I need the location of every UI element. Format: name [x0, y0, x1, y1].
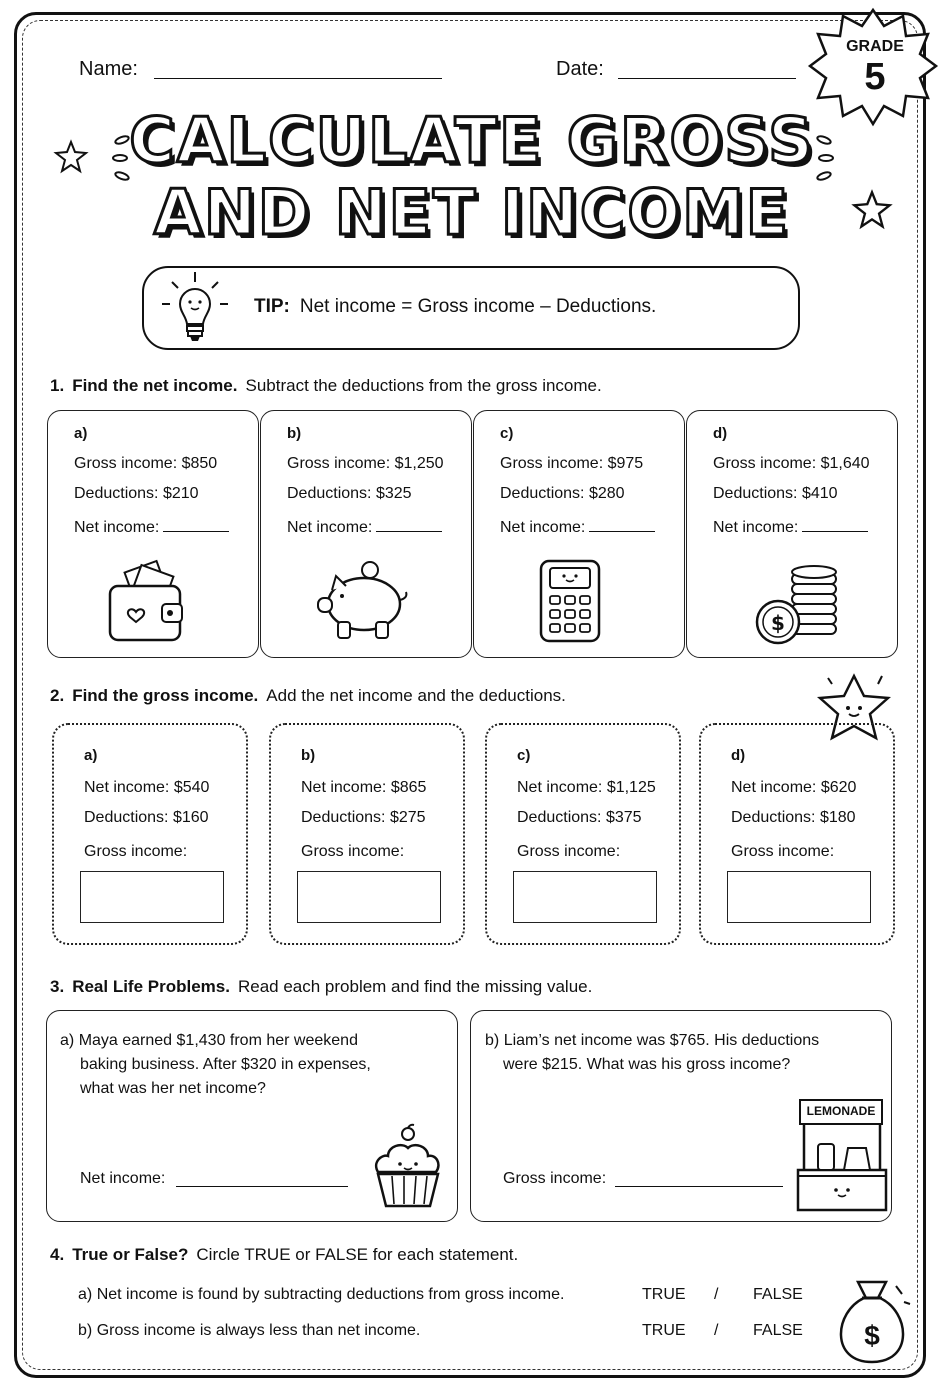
section-2-instruction: Add the net income and the deductions. — [266, 686, 566, 705]
section-4-instruction: Circle TRUE or FALSE for each statement. — [196, 1245, 519, 1264]
net-income-text: Net income: $1,125 — [517, 779, 656, 796]
gross-income-answer-box[interactable] — [727, 871, 871, 923]
net-income-label: Net income: — [74, 519, 160, 536]
sparkle-marks-icon — [110, 132, 140, 192]
deductions-text: Deductions: $275 — [301, 809, 426, 826]
gross-income-card-c — [485, 723, 681, 945]
deductions-text: Deductions: $180 — [731, 809, 856, 826]
deductions-text: Deductions: $210 — [74, 485, 199, 502]
net-income-blank[interactable] — [163, 531, 229, 532]
deductions-text: Deductions: $325 — [287, 485, 412, 502]
gross-income-card-d — [699, 723, 895, 945]
card-letter: d) — [731, 747, 746, 764]
sparkle-marks-icon — [806, 132, 840, 192]
section-2-heading — [50, 686, 566, 706]
section-4-heading — [50, 1245, 518, 1265]
problem-b-text — [485, 1029, 819, 1077]
gross-income-card-a — [52, 723, 248, 945]
net-income-label: Net income: — [287, 519, 373, 536]
section-4-number: 4. — [50, 1245, 65, 1264]
problem-line: what was her net income? — [80, 1080, 266, 1097]
gross-income-label: Gross income: — [731, 843, 835, 860]
card-letter: a) — [74, 425, 88, 442]
svg-text:$: $ — [771, 611, 785, 635]
problem-letter: b) — [485, 1032, 500, 1049]
star-icon — [852, 190, 892, 230]
true-option[interactable]: TRUE — [642, 1322, 686, 1339]
gross-income-text: Gross income: $975 — [500, 455, 644, 472]
net-income-label: Net income: — [80, 1170, 166, 1187]
net-income-blank[interactable] — [589, 531, 655, 532]
gross-income-answer-line[interactable] — [615, 1186, 783, 1187]
card-letter: c) — [500, 425, 514, 442]
grade-label: GRADE — [846, 38, 904, 55]
option-separator: / — [714, 1286, 719, 1303]
section-2-title: Find the gross income. — [72, 686, 259, 705]
statement-a — [78, 1286, 564, 1304]
gross-income-answer-box[interactable] — [297, 871, 441, 923]
deductions-text: Deductions: $160 — [84, 809, 209, 826]
card-letter: c) — [517, 747, 531, 764]
statement-b — [78, 1322, 420, 1340]
gross-income-label: Gross income: — [503, 1170, 607, 1187]
date-label: Date: — [556, 58, 604, 80]
name-label: Name: — [79, 58, 138, 80]
problem-line: Maya earned $1,430 from her weekend — [78, 1032, 358, 1049]
tip-label: TIP: — [254, 296, 290, 317]
false-option[interactable]: FALSE — [753, 1322, 803, 1339]
lemonade-sign: LEMONADE — [806, 1104, 876, 1118]
title-line-1: CALCULATE GROSS — [129, 104, 815, 177]
net-income-answer-line[interactable] — [176, 1186, 348, 1187]
gross-income-label: Gross income: — [301, 843, 405, 860]
calculator-icon — [538, 558, 604, 644]
problem-a-text — [60, 1029, 371, 1101]
deductions-text: Deductions: $375 — [517, 809, 642, 826]
name-field[interactable] — [154, 78, 442, 79]
date-field[interactable] — [618, 78, 796, 79]
section-1-title: Find the net income. — [72, 376, 238, 395]
card-letter: a) — [84, 747, 98, 764]
gross-income-card-b — [269, 723, 465, 945]
gross-income-answer-box[interactable] — [513, 871, 657, 923]
tip-text — [254, 296, 656, 318]
dollar-symbol: $ — [864, 1320, 880, 1351]
section-3-title: Real Life Problems. — [72, 977, 230, 996]
section-1-number: 1. — [50, 376, 65, 395]
net-income-label: Net income: — [500, 519, 586, 536]
problem-letter: a) — [60, 1032, 75, 1049]
net-income-text: Net income: $865 — [301, 779, 427, 796]
problem-line: baking business. After $320 in expenses, — [80, 1056, 371, 1073]
problem-line: were $215. What was his gross income? — [503, 1056, 791, 1073]
section-2-number: 2. — [50, 686, 65, 705]
gross-income-text: Gross income: $850 — [74, 455, 218, 472]
title-line-2: AND NET INCOME — [153, 176, 791, 249]
net-income-blank[interactable] — [802, 531, 868, 532]
section-3-instruction: Read each problem and find the missing value. — [237, 977, 593, 996]
grade-number: 5 — [864, 56, 886, 98]
card-letter: d) — [713, 425, 728, 442]
gross-income-text: Gross income: $1,640 — [713, 455, 870, 472]
lightbulb-icon — [160, 270, 230, 346]
piggy-bank-icon — [314, 560, 410, 644]
card-letter: b) — [287, 425, 302, 442]
net-income-text: Net income: $620 — [731, 779, 857, 796]
gross-income-label: Gross income: — [517, 843, 621, 860]
section-3-number: 3. — [50, 977, 65, 996]
section-1-heading — [50, 376, 602, 396]
problem-line: Liam’s net income was $765. His deductions — [503, 1032, 820, 1049]
gross-income-label: Gross income: — [84, 843, 188, 860]
option-separator: / — [714, 1322, 719, 1339]
coin-stack-icon — [754, 564, 842, 646]
net-income-label: Net income: — [713, 519, 799, 536]
statement-letter: b) — [78, 1322, 93, 1339]
tip-formula: Net income = Gross income – Deductions. — [299, 296, 657, 317]
star-icon — [54, 140, 88, 174]
true-option[interactable]: TRUE — [642, 1286, 686, 1303]
statement-text: Gross income is always less than net income. — [96, 1322, 421, 1339]
statement-letter: a) — [78, 1286, 93, 1303]
section-4-title: True or False? — [72, 1245, 189, 1264]
card-letter: b) — [301, 747, 316, 764]
net-income-blank[interactable] — [376, 531, 442, 532]
wallet-icon — [106, 560, 186, 644]
net-income-text: Net income: $540 — [84, 779, 210, 796]
gross-income-text: Gross income: $1,250 — [287, 455, 444, 472]
deductions-text: Deductions: $410 — [713, 485, 838, 502]
cupcake-icon — [370, 1124, 446, 1210]
deductions-text: Deductions: $280 — [500, 485, 625, 502]
section-1-instruction: Subtract the deductions from the gross income. — [245, 376, 602, 395]
statement-text: Net income is found by subtracting deductions from gross income. — [96, 1286, 565, 1303]
gross-income-answer-box[interactable] — [80, 871, 224, 923]
section-3-heading — [50, 977, 592, 997]
false-option[interactable]: FALSE — [753, 1286, 803, 1303]
